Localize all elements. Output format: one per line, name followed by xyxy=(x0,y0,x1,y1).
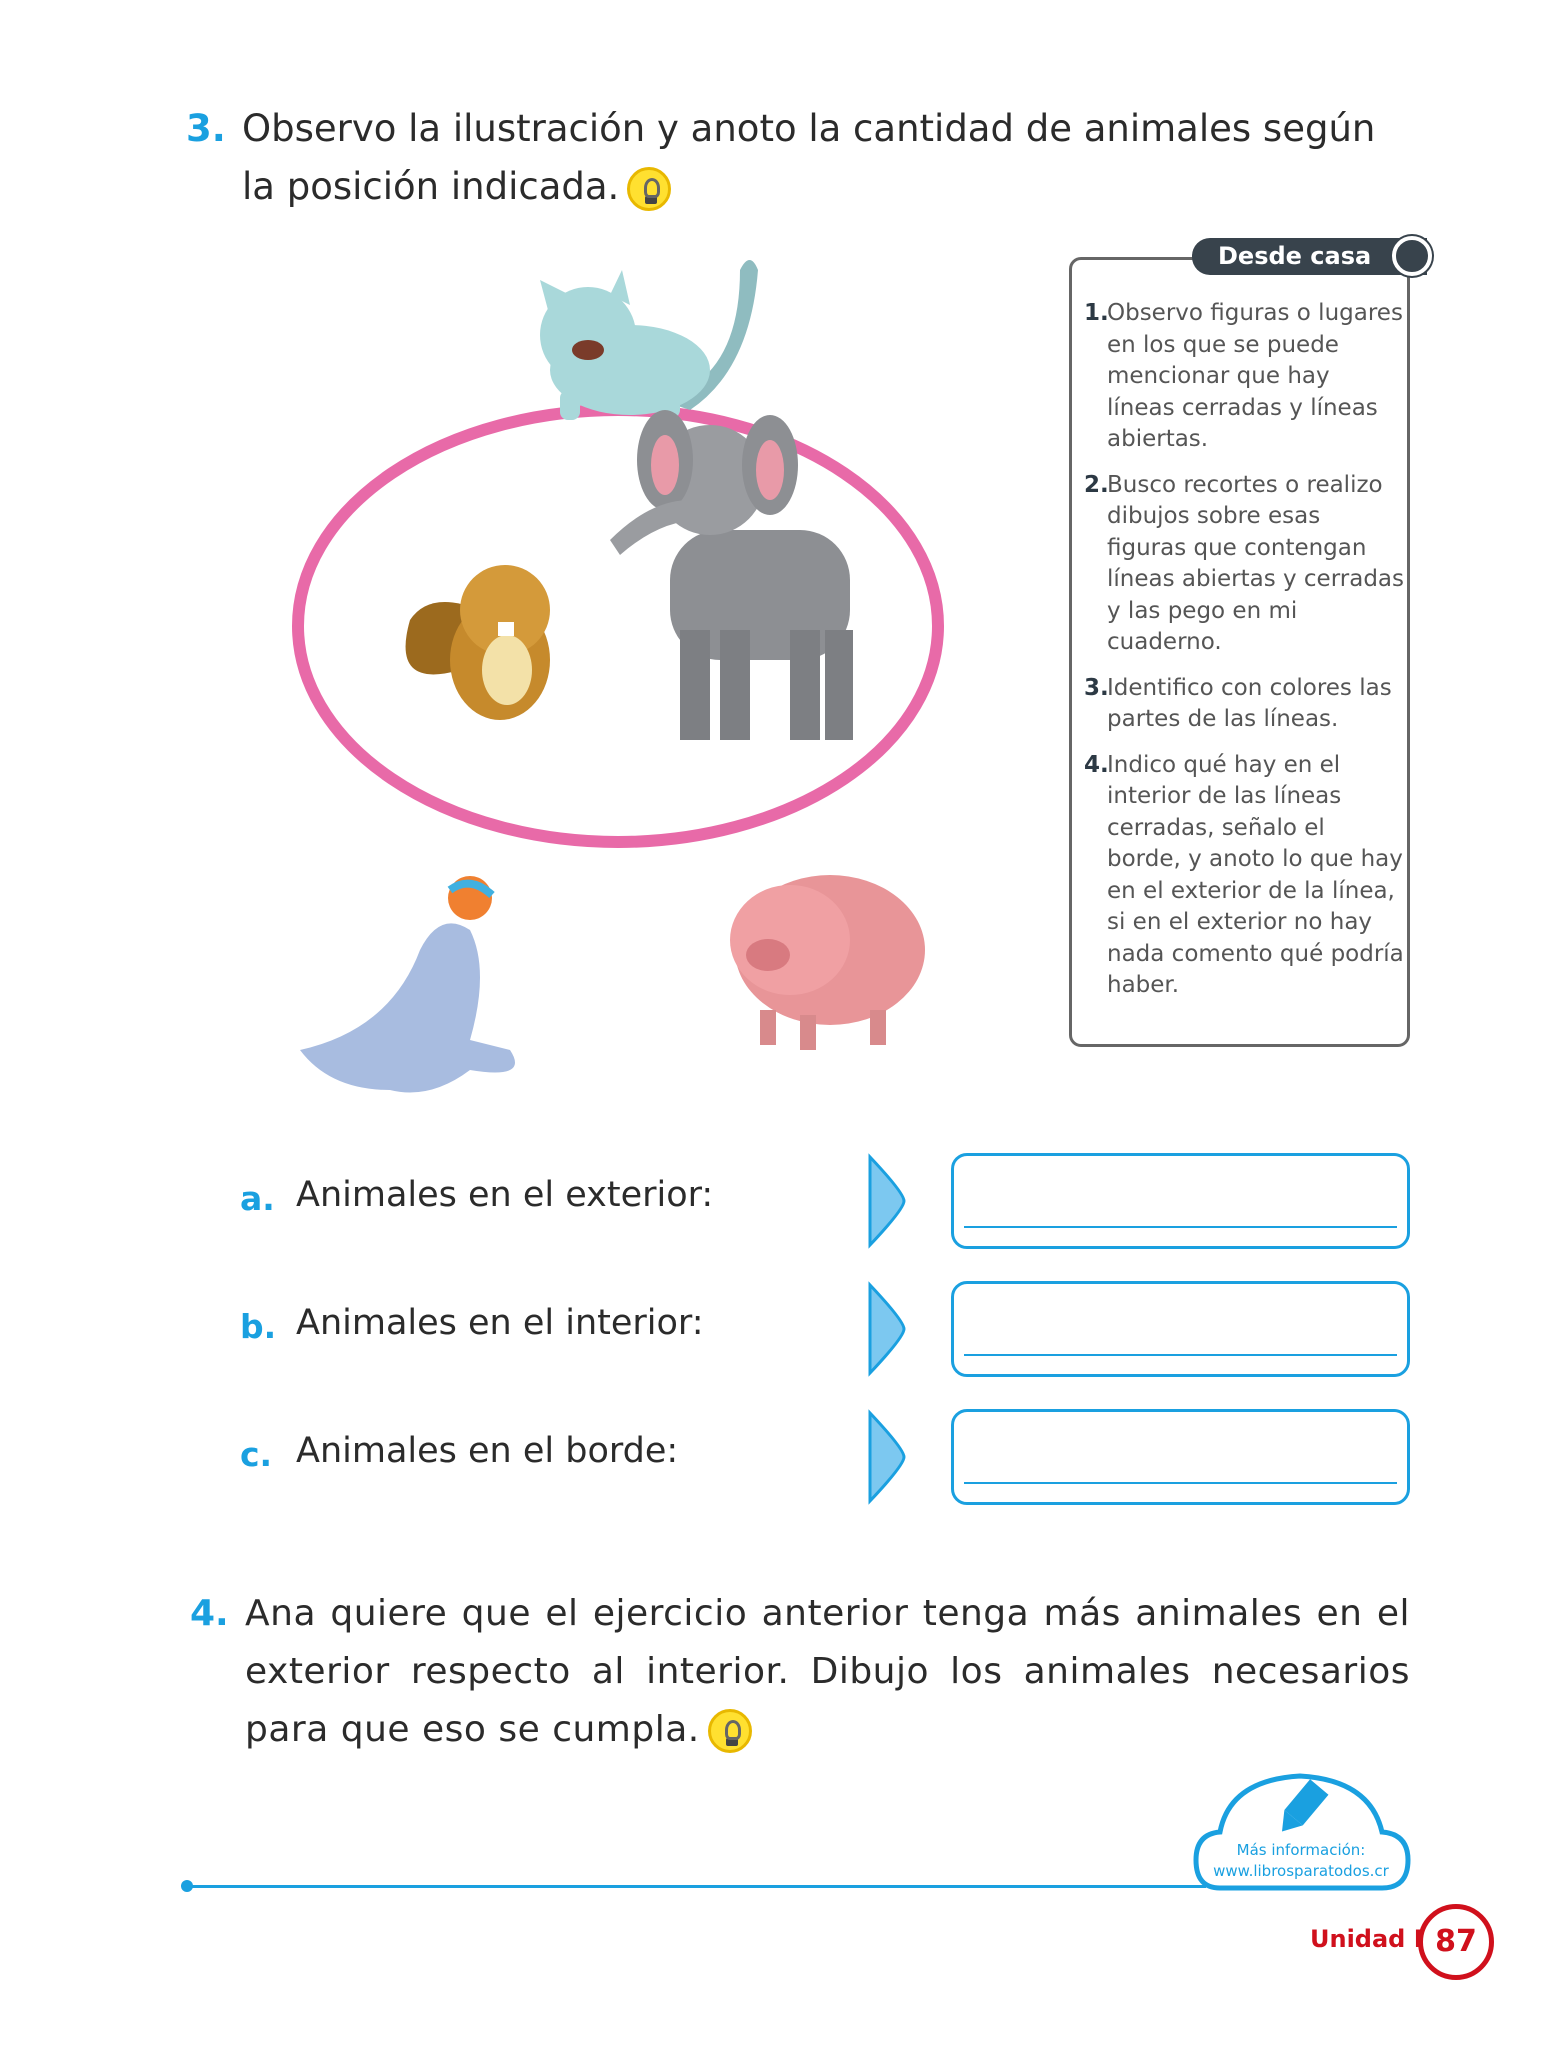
list-item: 3. Identifico con colores las partes de las líneas. xyxy=(1084,674,1392,732)
lightbulb-icon xyxy=(627,167,671,211)
tab-circle-icon xyxy=(1392,236,1432,276)
answer-label: Animales en el interior: xyxy=(296,1303,704,1343)
list-item: 1. Observo figuras o lugares en los que se puede mencionar que hay líneas cerradas y líneas abiertas. xyxy=(1084,300,1403,452)
lightbulb-icon xyxy=(708,1709,752,1753)
squirrel-illustration xyxy=(406,565,550,720)
pig-illustration xyxy=(730,875,925,1050)
answer-input[interactable] xyxy=(951,1153,1410,1249)
desde-casa-list xyxy=(1084,298,1404,1016)
answer-input[interactable] xyxy=(951,1409,1410,1505)
question-number: 3. xyxy=(186,107,226,150)
question-number: 4. xyxy=(190,1593,229,1634)
animals-illustration xyxy=(270,250,990,1110)
cat-illustration xyxy=(540,260,758,420)
arrow-icon xyxy=(866,1409,906,1505)
seal-illustration xyxy=(300,876,515,1093)
answer-label: Animales en el borde: xyxy=(296,1431,679,1471)
question-text: Ana quiere que el ejercicio anterior tenga más animales en el exterior respecto al interior. Dibujo los animales necesarios para que eso se cumpla. xyxy=(245,1593,1410,1750)
more-info: Más información: www.librosparatodos.cr xyxy=(1196,1840,1406,1882)
list-item: 2. Busco recortes o realizo dibujos sobre esas figuras que contengan líneas abiertas y cerradas y las pego en mi cuaderno. xyxy=(1084,471,1404,655)
page-number: 87 xyxy=(1418,1904,1494,1980)
answer-row-borde: c. Animales en el borde: xyxy=(0,1409,1564,1505)
question-text: Observo la ilustración y anoto la cantidad de animales según la posición indicada. xyxy=(242,107,1376,208)
answer-input[interactable] xyxy=(951,1281,1410,1377)
arrow-icon xyxy=(866,1281,906,1377)
footer-divider xyxy=(186,1885,1206,1888)
answer-row-interior: b. Animales en el interior: xyxy=(0,1281,1564,1377)
answer-label: Animales en el exterior: xyxy=(296,1175,714,1215)
list-item: 4. Indico qué hay en el interior de las líneas cerradas, señalo el borde, y anoto lo que hay en el exterior de la línea, si en el exterior no hay nada comento qué podría haber. xyxy=(1084,751,1404,998)
unit-label: Unidad I xyxy=(1310,1925,1423,1953)
desde-casa-title: Desde casa xyxy=(1192,238,1427,275)
arrow-icon xyxy=(866,1153,906,1249)
answer-row-exterior: a. Animales en el exterior: xyxy=(0,1153,1564,1249)
info-link[interactable]: www.librosparatodos.cr xyxy=(1213,1862,1389,1880)
